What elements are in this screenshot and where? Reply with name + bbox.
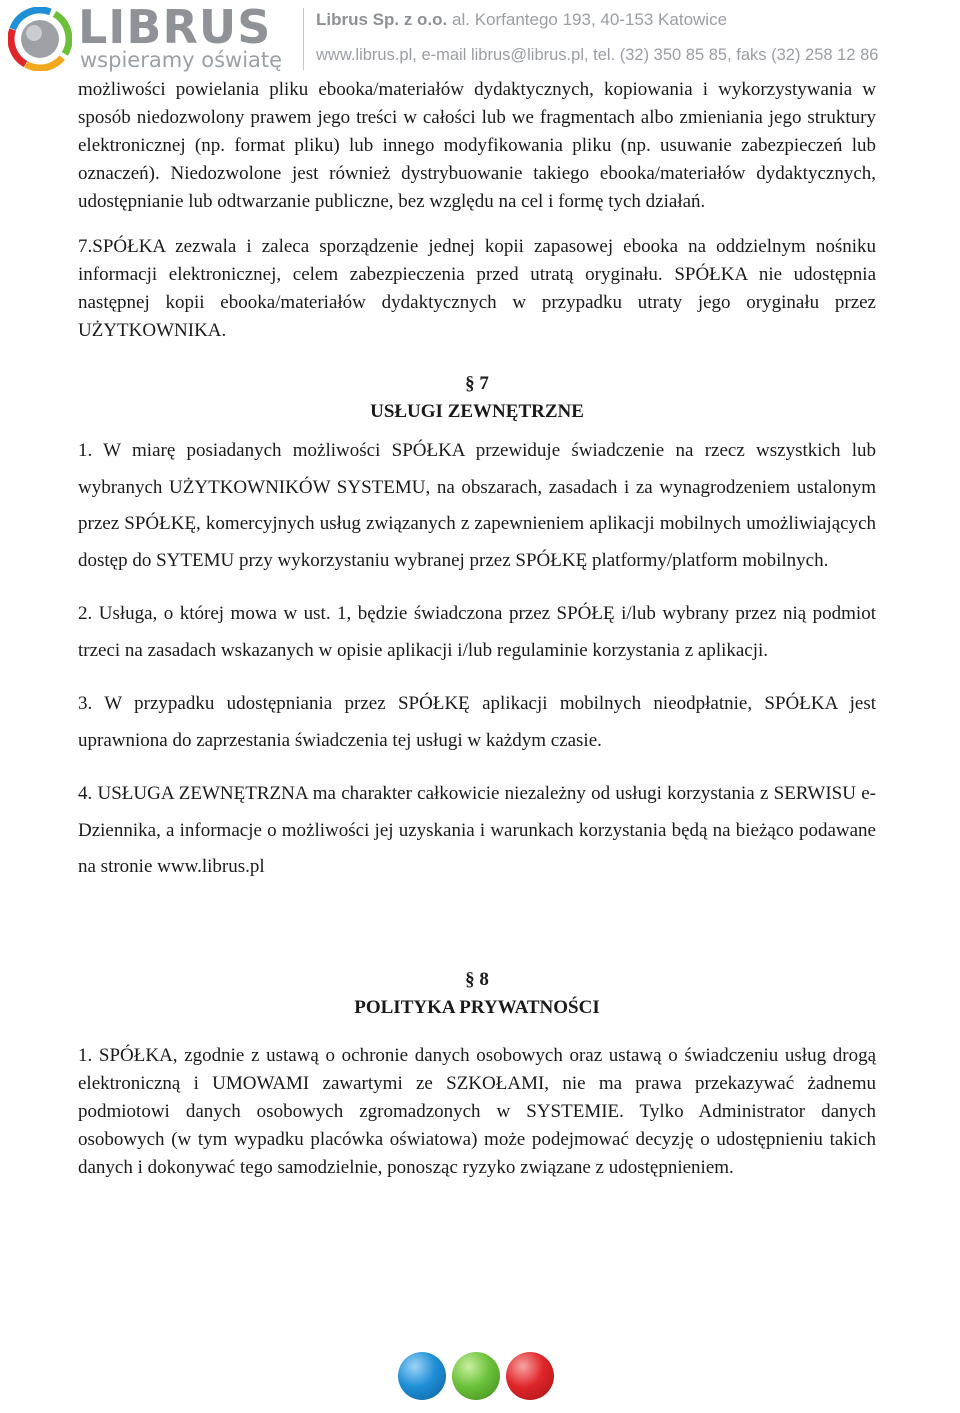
- blue-ball-icon: [398, 1352, 446, 1400]
- red-ball-icon: [506, 1352, 554, 1400]
- header-divider: [303, 8, 304, 70]
- logo-title: LIBRUS: [78, 0, 272, 54]
- page-footer: [0, 1352, 960, 1404]
- green-ball-icon: [452, 1352, 500, 1400]
- company-line: [316, 10, 727, 30]
- section-8-paragraph-1: 1. SPÓŁKA, zgodnie z ustawą o ochronie danych osobowych oraz ustawą o świadczeniu usług drogą elektroniczną i UMOWAMI zawartymi ze SZKOŁAMI, nie ma prawa przekazywać żadnemu podmiotowi danych osobowych zgromadzonych w SYSTEMIE. Tylko Administrator danych osobowych (w tym wypadku placówka oświatowa) może podejmować decyzję o udostępnieniu takich danych i dokonywać tego samodzielnie, ponosząc ryzyko związane z udostępnieniem.: [78, 1044, 876, 1178]
- paragraph-continuation: możliwości powielania pliku ebooka/materiałów dydaktycznych, kopiowania i wykorzystywania w sposób niedozwolony prawem jego treści w całości lub we fragmentach albo zmieniania jego struktury elektronicznej (np. format pliku) lub innego modyfikowania pliku (np. usuwanie zabezpieczeń lub oznaczeń). Niedozwolone jest również dystrybuowanie takiego ebooka/materiałów dydaktycznych, udostępnianie lub odtwarzanie publiczne, bez względu na cel i formę tych działań.: [78, 79, 876, 212]
- section-7-paragraph-1: 1. W miarę posiadanych możliwości SPÓŁKA przewiduje świadczenie na rzecz wszystkich lub wybranych UŻYTKOWNIKÓW SYSTEMU, na obszarach, zasadach i za wynagrodzeniem ustalonym przez SPÓŁKĘ, komercyjnych usług związanych z zapewnieniem aplikacji mobilnych umożliwiających dostęp do SYTEMU przy wykorzystaniu wybranej przez SPÓŁKĘ platformy/platform mobilnych.: [78, 440, 876, 571]
- section-7-paragraph-2: 2. Usługa, o której mowa w ust. 1, będzie świadczona przez SPÓŁĘ i/lub wybrany przez nią podmiot trzeci na zasadach wskazanych w opisie aplikacji i/lub regulaminie korzystania z aplikacji.: [78, 603, 876, 661]
- company-address: al. Korfantego 193, 40-153 Katowice: [452, 10, 728, 29]
- paragraph-7: 7.SPÓŁKA zezwala i zaleca sporządzenie jednej kopii zapasowej ebooka na oddzielnym nośniku informacji elektronicznej, celem zabezpieczenia przed utratą oryginału. SPÓŁKA nie udostępnia następnej kopii ebooka/materiałów dydaktycznych w przypadku utraty jego oryginału przez UŻYTKOWNIKA.: [78, 236, 876, 341]
- section-7-paragraph-4: 4. USŁUGA ZEWNĘTRZNA ma charakter całkowicie niezależny od usługi korzystania z SERWISU e-Dziennika, a informacje o możliwości jej uzyskania i warunkach korzystania będą na bieżąco podawane na stronie www.librus.pl: [78, 783, 876, 877]
- page-header: [0, 0, 960, 78]
- section-8-number: § 8: [465, 968, 489, 990]
- logo-tagline: wspieramy oświatę: [80, 48, 283, 72]
- section-7-title: USŁUGI ZEWNĘTRZNE: [370, 401, 584, 422]
- company-name: Librus Sp. z o.o.: [316, 10, 448, 29]
- section-7-paragraph-3: 3. W przypadku udostępniania przez SPÓŁKĘ aplikacji mobilnych nieodpłatnie, SPÓŁKA jest uprawniona do zaprzestania świadczenia tej usługi w każdym czasie.: [78, 693, 876, 751]
- section-8-title: POLITYKA PRYWATNOŚCI: [354, 996, 600, 1018]
- librus-logo-icon: [8, 7, 72, 71]
- document-body: [78, 76, 876, 1182]
- section-7-number: § 7: [465, 373, 489, 394]
- contact-line: www.librus.pl, e-mail librus@librus.pl, tel. (32) 350 85 85, faks (32) 258 12 86: [316, 46, 879, 64]
